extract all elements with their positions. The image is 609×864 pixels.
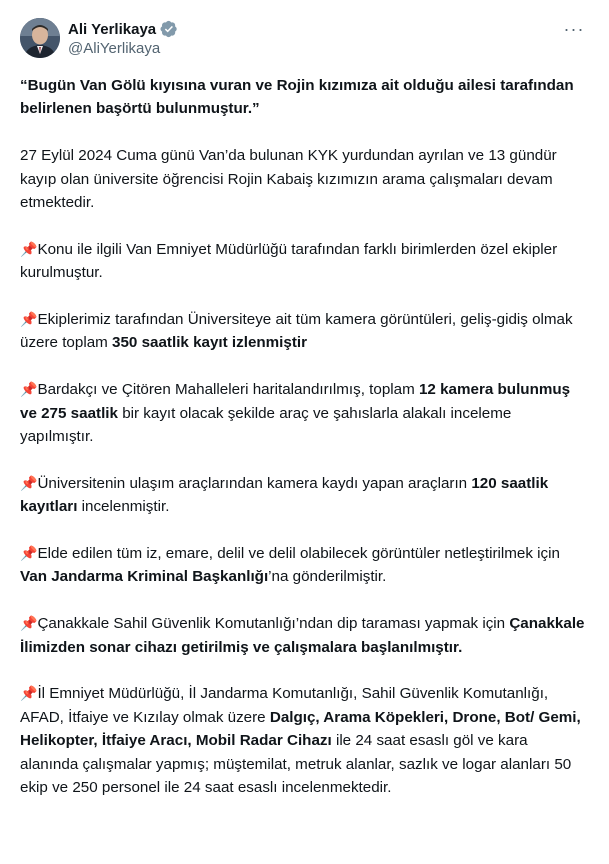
paragraph-bold: 120 saatlik kayıtları [20,474,549,516]
pushpin-icon: 📌 [20,240,38,257]
paragraph-bold: 350 saatlik kayıt izlenmiştir [112,334,308,352]
paragraph-text: İl Emniyet Müdürlüğü, İl Jandarma Komutanlığı, Sahil Güvenlik Komutanlığı, AFAD, İtfaiye ve Kızılay olmak üzere [20,685,549,726]
user-info [68,19,178,57]
paragraph-special-teams [20,238,588,285]
paragraph-text: bir kayıt olacak şekilde araç ve şahıslarla alakalı inceleme yapılmıştır. [20,404,512,446]
more-options-icon[interactable]: ··· [563,18,585,39]
pushpin-icon: 📌 [20,615,38,632]
display-name[interactable]: Ali Yerlikaya [68,20,157,38]
pushpin-icon: 📌 [20,545,38,562]
avatar[interactable] [20,18,60,58]
pushpin-icon: 📌 [20,381,38,398]
paragraph-bold: Dalgıç, Arama Köpekleri, Drone, Bot/ Gemi, Helikopter, İtfaiye Aracı, Mobil Radar Cihazı [20,708,581,750]
tweet-text [20,74,588,823]
paragraph-evidence [20,542,588,589]
paragraph-bold: Van Jandarma Kriminal Başkanlığı [20,568,269,586]
paragraph-neighborhoods [20,378,588,448]
paragraph-text: Konu ile ilgili Van Emniyet Müdürlüğü tarafından farklı birimlerden özel ekipler kurulmuştur. [20,240,558,282]
pushpin-icon: 📌 [20,685,38,702]
pushpin-icon: 📌 [20,311,38,328]
verified-badge-icon [160,20,178,38]
paragraph-text: Ekiplerimiz tarafından Üniversiteye ait tüm kamera görüntüleri, geliş-gidiş olmak üzere toplam [20,311,573,352]
user-handle[interactable]: @AliYerlikaya [68,40,161,57]
paragraph-text: Çanakkale Sahil Güvenlik Komutanlığı’ndan dip taraması yapmak için [37,615,510,633]
paragraph-camera-footage [20,308,588,355]
tweet-header [20,18,589,60]
paragraph-text: Elde edilen tüm iz, emare, delil ve delil olabilecek görüntüler netleştirilmek için [37,545,560,563]
paragraph-bold: Çanakkale İlimizden sonar cihazı getirilmiş ve çalışmalara başlanılmıştır. [20,615,585,656]
avatar-image [20,18,60,58]
paragraph-sonar [20,612,588,659]
paragraph-text: ile 24 saat esaslı göl ve kara alanında çalışmalar yapmış; müştemilat, metruk alanlar, sazlık ve logar alanları 50 ekip ve 250 personel ile 24 saat esaslı incelenmektedir. [20,732,572,797]
paragraph-text: ’na gönderilmiştir. [268,568,387,586]
paragraph-bold: 12 kamera bulunmuş ve 275 saatlik [20,381,571,422]
paragraph-text: Bardakçı ve Çitören Mahalleleri haritalandırılmış, toplam [37,381,419,399]
paragraph-transport [20,472,588,519]
paragraph-text: incelenmiştir. [77,498,170,516]
paragraph-search-units [20,682,588,799]
pushpin-icon: 📌 [20,474,38,491]
paragraph-intro: 27 Eylül 2024 Cuma günü Van’da bulunan KYK yurdundan ayrılan ve 13 gündür kayıp olan üniversite öğrencisi Rojin Kabaiş kızımızın arama çalışmaları devam etmektedir. [20,147,557,212]
name-row [68,19,178,39]
tweet-quote: “Bugün Van Gölü kıyısına vuran ve Rojin kızımıza ait olduğu ailesi tarafından belirlenen başörtü bulunmuştur.” [20,77,574,118]
paragraph-text: Üniversitenin ulaşım araçlarından kamera kaydı yapan araçların [37,474,472,492]
